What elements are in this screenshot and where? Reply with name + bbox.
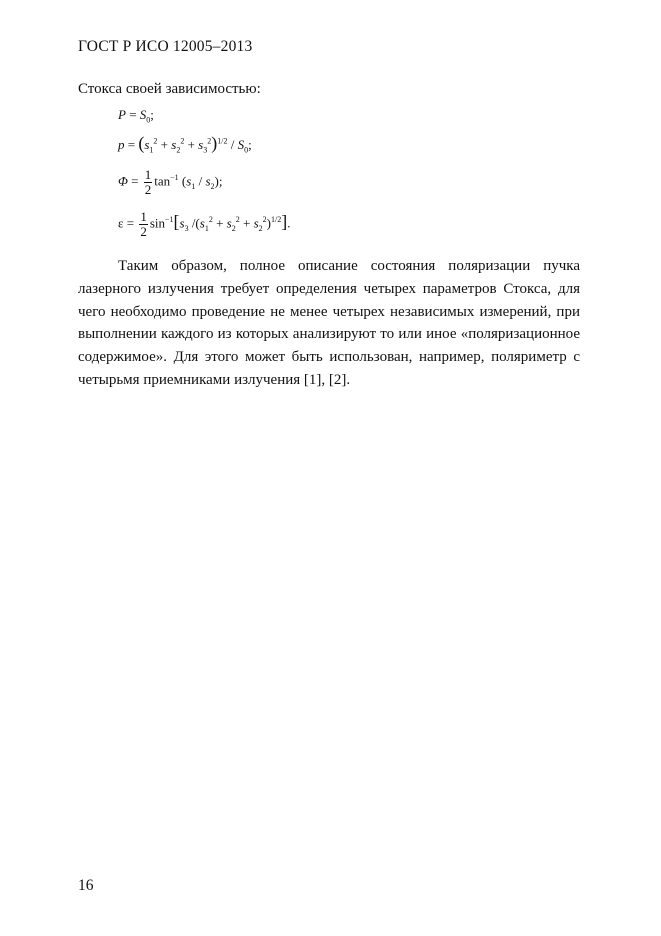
fraction-den: 2: [144, 182, 152, 197]
paren-close: ): [211, 133, 218, 153]
func-name: sin: [149, 215, 165, 231]
func-name: tan: [154, 173, 171, 189]
intro-line: Стокса своей зависимостью:: [78, 81, 261, 97]
func-inverse: −1: [164, 215, 174, 225]
formula-degree: $p = (s_1^2 + s_2^2 + s_3^2)^{1/2} / S_0$;: [118, 133, 252, 155]
func-inverse: −1: [170, 173, 179, 183]
formula-lhs: ε: [118, 215, 124, 231]
bracket-close: ]: [281, 211, 288, 232]
formula-azimuth: Φ = $\frac{1}{2}$ $\tan^{-1} (s_1 / s_2)$;: [118, 167, 223, 197]
formula-power-exp: 1/2: [270, 215, 282, 225]
body-paragraph: Таким образом, полное описание состояния поляризации пучка лазерного излучения требует определения четырех параметров Стокса, для чего необходимо проведение не менее четырех независимых измерений, при выполнении каждого из которых анализируют то или иное «поляризационное содержимое». Для этого может быть использован, например, поляриметр с четырьмя приемниками излучения [1], [2].: [78, 258, 580, 388]
term-s1: s: [144, 137, 150, 152]
formula-sub: 0: [244, 145, 249, 155]
page-number: 16: [78, 877, 94, 894]
formula-power: $P = S_0$;: [118, 107, 154, 125]
fraction-den: 2: [140, 224, 147, 239]
fraction-half: [144, 168, 153, 197]
formula-ellipticity: ε = $\frac{1}{2}$ $\sin^{-1}[s_3$ $/(s_1^2 + s_2^2 + s_2^2)^{1/2}$].: [118, 209, 291, 239]
formula-power-exp: 1/2: [217, 136, 228, 146]
formula-s: S: [139, 107, 147, 122]
formula-lhs: Φ: [118, 173, 128, 189]
paren-open: (: [138, 133, 145, 153]
formula-S0: S: [237, 137, 245, 152]
fraction-num: 1: [144, 167, 152, 182]
bracket-open: [: [173, 211, 180, 232]
term-s3: s: [198, 137, 204, 152]
term-s2: s: [171, 137, 177, 152]
arg-b: s: [205, 173, 211, 189]
formula-lhs: p: [118, 137, 125, 152]
document-header: ГОСТ Р ИСО 12005–2013: [78, 38, 253, 55]
arg-a: s: [179, 215, 185, 231]
fraction-half: [139, 210, 148, 239]
arg-a: s: [186, 173, 192, 189]
fraction-num: 1: [140, 209, 147, 224]
formula-sub: 0: [146, 115, 151, 125]
formula-lhs: P: [118, 107, 126, 122]
